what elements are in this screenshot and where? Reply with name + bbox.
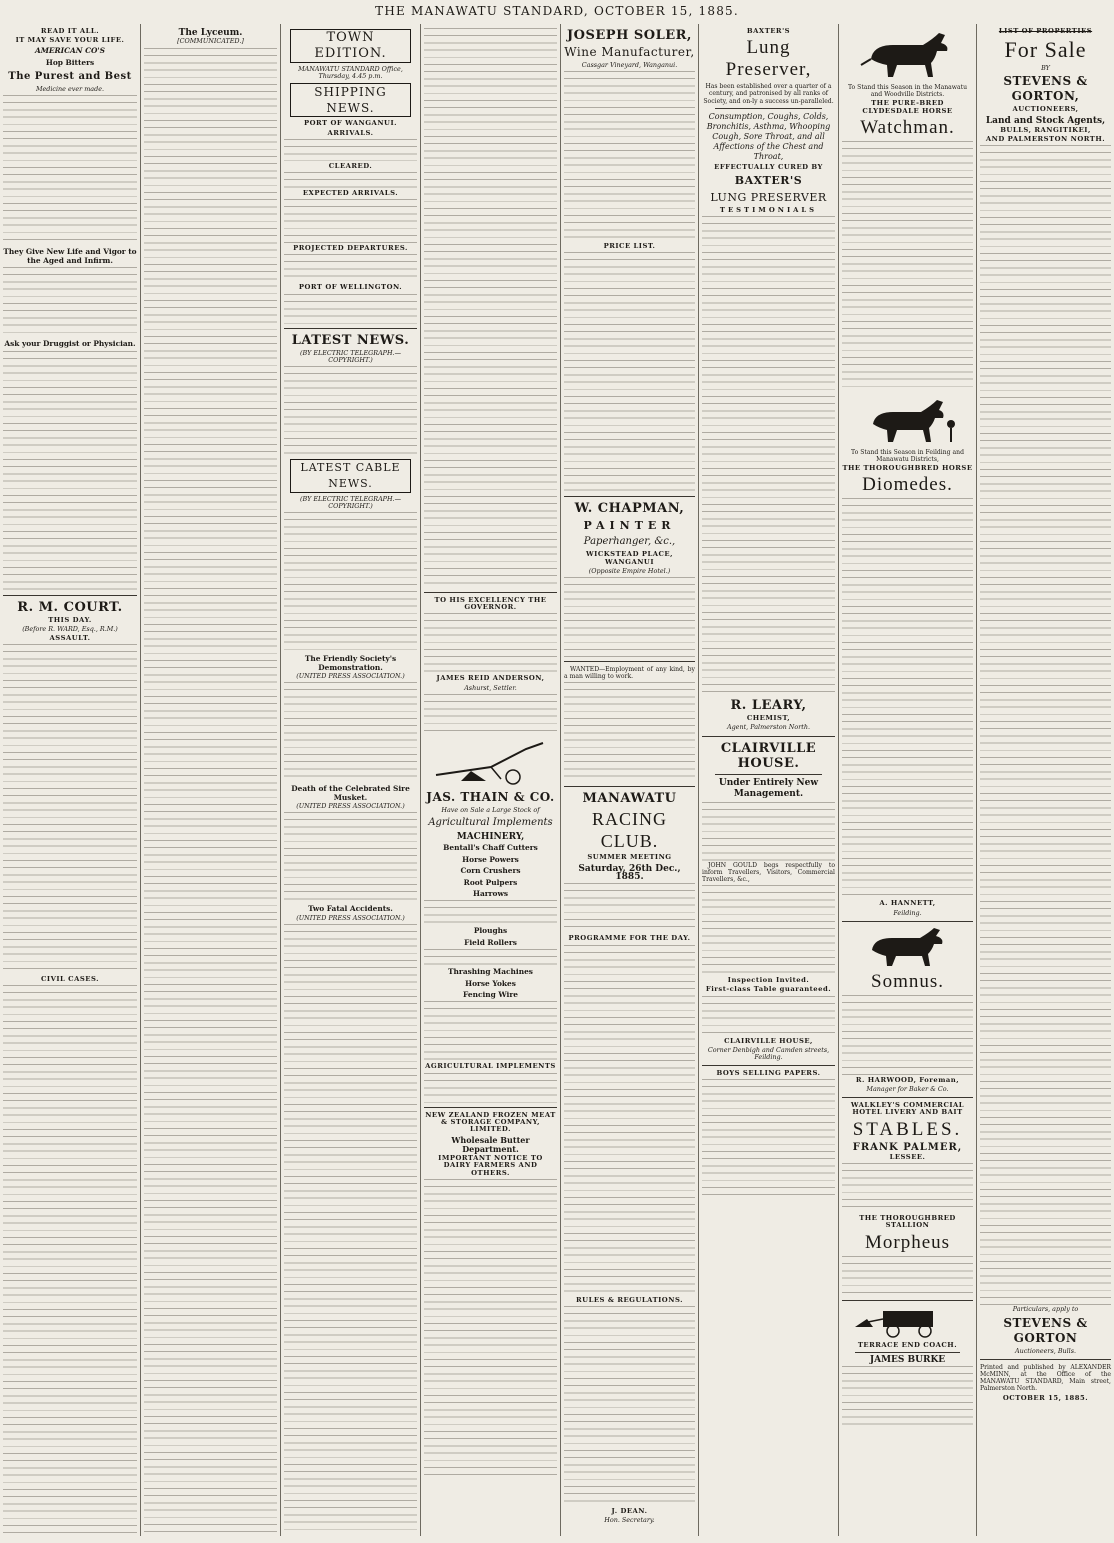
hop-bitters-company: AMERICAN CO'S: [34, 46, 105, 56]
divider: [980, 1359, 1111, 1360]
wanted-notice: WANTED—Employment of any kind, by a man willing to work.: [564, 666, 695, 681]
article-body: [564, 71, 695, 241]
telegraph-credit: (BY ELECTRIC TELEGRAPH.—COPYRIGHT.): [300, 495, 401, 511]
court-section: CIVIL CASES.: [41, 975, 99, 984]
lyceum-credit: [COMMUNICATED.]: [177, 37, 244, 46]
auctioneers-line: AUCTIONEERS,: [1012, 105, 1079, 114]
agents-line: Land and Stock Agents,: [985, 115, 1106, 126]
article-body: [702, 885, 835, 975]
imprint-date: OCTOBER 15, 1885.: [1002, 1393, 1089, 1402]
column-6: [699, 26, 838, 1534]
thain-company: JAS. THAIN & CO.: [426, 789, 555, 804]
stevens-gorton-heading: STEVENS & GORTON,: [1003, 74, 1088, 104]
paperhanger-heading: Paperhanger, &c.,: [583, 536, 676, 548]
article-body: [284, 172, 417, 188]
clairville-heading: CLAIRVILLE HOUSE.: [720, 740, 817, 771]
stevens-gorton-footer: STEVENS & GORTON: [1003, 1315, 1088, 1345]
cable-news-heading: LATEST CABLE NEWS.: [290, 459, 411, 493]
product-line: Ploughs: [473, 926, 508, 936]
article-body: [284, 199, 417, 243]
watchman-heading: Watchman.: [860, 116, 955, 138]
divider: [715, 774, 821, 775]
imprint: Printed and published by ALEXANDER McMINN, at the Office of the MANAWATU STANDARD, Main street, Palmerston North.: [980, 1363, 1111, 1393]
divider: [855, 1352, 960, 1353]
chapman-address: WICKSTEAD PLACE, WANGANUI: [586, 550, 673, 566]
harwood-name: R. HARWOOD, Foreman,: [855, 1075, 960, 1084]
hannett-name: A. HANNETT,: [879, 899, 936, 908]
divider: [842, 921, 973, 922]
article-body: [284, 924, 417, 1534]
article-body: [842, 995, 973, 1075]
article-body: [424, 694, 557, 734]
clydesdale-line: THE PURE-BRED CLYDESDALE HORSE: [862, 99, 953, 115]
article-body: [842, 1256, 973, 1296]
divider: [842, 1097, 973, 1098]
article-body: [424, 949, 557, 965]
leary-trade: CHEMIST,: [746, 714, 791, 723]
auctioneers-footer: Auctioneers, Bulls.: [1014, 1346, 1077, 1355]
painter-heading: PAINTER: [583, 519, 676, 533]
somnus-heading: Somnus.: [871, 970, 944, 992]
chapman-name: W. CHAPMAN,: [574, 501, 685, 517]
article-body: [3, 351, 137, 591]
divider: [424, 1107, 557, 1108]
governor-notice-heading: TO HIS EXCELLENCY THE GOVERNOR.: [434, 596, 547, 612]
column-7: [839, 26, 976, 1534]
article-body: [424, 900, 557, 924]
port-heading: PORT OF WANGANUI.: [303, 119, 398, 128]
article-body: [564, 682, 695, 782]
horse-illustration: [853, 29, 963, 81]
leary-address: Agent, Palmerston North.: [726, 723, 811, 732]
frozen-meat-heading: NEW ZEALAND FROZEN MEAT & STORAGE COMPANY, LIMITED.: [425, 1110, 556, 1134]
notice-signer-place: Ashurst, Settler.: [464, 683, 517, 692]
divider: [842, 1300, 973, 1301]
baxter-line: Has been established over a quarter of a century, and patronised by all ranks of Society, and on-ly a success un-paralleled.: [703, 83, 834, 105]
morpheus-heading: Morpheus: [864, 1231, 951, 1253]
secretary-name: J. DEAN.: [611, 1506, 648, 1515]
article-body: [842, 1163, 973, 1213]
section-heading: PROJECTED DEPARTURES.: [293, 244, 408, 253]
article-body: [564, 577, 695, 657]
court-bench: (Before R. WARD, Esq., R.M.): [22, 624, 118, 633]
management-heading: Under Entirely New Management.: [718, 777, 819, 799]
column-8: [977, 26, 1114, 1534]
race-date: Saturday, 26th Dec., 1885.: [578, 863, 681, 883]
section-heading: CLEARED.: [328, 161, 373, 170]
town-edition-heading: TOWN EDITION.: [290, 29, 411, 63]
diomedes-heading: Diomedes.: [862, 474, 953, 496]
hop-bitters-tagline: The Purest and Best: [8, 71, 132, 83]
clairville-address-2: Corner Denbigh and Camden streets, Feilding.: [707, 1045, 830, 1062]
agricultural-heading: AGRICULTURAL IMPLEMENTS: [425, 1062, 556, 1071]
article-body: [842, 1366, 973, 1426]
article-body: [842, 498, 973, 898]
stand-season: To Stand this Season in Feilding and Manawatu Districts,: [851, 448, 964, 464]
inspection-line: Inspection Invited.: [727, 976, 810, 985]
section-heading: EXPECTED ARRIVALS.: [302, 189, 399, 198]
soler-place: Cassgar Vineyard, Wanganui.: [581, 61, 678, 69]
boys-papers-heading: BOYS SELLING PAPERS.: [716, 1069, 821, 1078]
article-body: [284, 812, 417, 902]
chapman-sub: (Opposite Empire Hotel.): [588, 566, 671, 575]
hop-bitters-subline: Medicine ever made.: [35, 85, 105, 94]
article-body: [564, 883, 695, 933]
article-body: [564, 1306, 695, 1506]
product-line: Bentall's Chaff Cutters: [443, 843, 538, 853]
press-credit: (UNITED PRESS ASSOCIATION.): [296, 913, 405, 922]
article-body: [284, 366, 417, 456]
clairville-address: CLAIRVILLE HOUSE,: [724, 1036, 813, 1045]
horse-illustration: [858, 926, 958, 968]
testimonials-heading: TESTIMONIALS: [719, 206, 818, 215]
column-5: [561, 26, 698, 1534]
manawatu-heading: MANAWATU: [582, 791, 677, 807]
divider: [424, 592, 557, 593]
port-heading: PORT OF WELLINGTON.: [298, 283, 403, 292]
divider: [715, 108, 821, 109]
court-day: THIS DAY.: [48, 615, 92, 624]
by-line: BY: [1041, 64, 1050, 73]
column-4: [421, 26, 560, 1534]
coach-illustration: [853, 1305, 963, 1339]
article-body: [284, 682, 417, 782]
rules-heading: RULES & REGULATIONS.: [576, 1295, 683, 1304]
article-body: [702, 1079, 835, 1199]
secretary-title: Hon. Secretary.: [604, 1516, 655, 1525]
article-body: [702, 996, 835, 1036]
product-line: Thrashing Machines: [448, 967, 533, 977]
divider: [564, 496, 695, 497]
table-line: First-class Table guaranteed.: [705, 985, 832, 994]
thoroughbred-line: THE THOROUGHBRED HORSE: [842, 464, 973, 473]
office-line: MANAWATU STANDARD Office, Thursday, 4.45 p.m.: [298, 65, 403, 81]
dairy-notice-heading: IMPORTANT NOTICE TO DAIRY FARMERS AND OTHERS.: [438, 1154, 543, 1177]
shipping-heading: SHIPPING NEWS.: [290, 83, 411, 117]
stables-heading: STABLES.: [852, 1118, 963, 1140]
divider: [702, 736, 835, 737]
column-2: [141, 26, 280, 1534]
hop-bitters-product: Hop Bitters: [45, 57, 95, 67]
article-body: [564, 252, 695, 492]
article-body: [424, 613, 557, 673]
hop-bitters-cta: They Give New Life and Vigor to the Aged and Infirm.: [3, 247, 137, 265]
column-1: [0, 26, 140, 1534]
article-body: [702, 802, 835, 862]
article-body: [702, 216, 835, 696]
cured-by: EFFECTUALLY CURED BY: [714, 162, 823, 171]
summer-meeting-heading: SUMMER MEETING: [587, 853, 672, 862]
product-line: Fencing Wire: [463, 990, 518, 1000]
article-body: [424, 1001, 557, 1061]
harwood-role: Manager for Baker & Co.: [866, 1085, 949, 1094]
terrace-coach-heading: TERRACE END COACH.: [857, 1340, 958, 1349]
soler-trade: Wine Manufacturer,: [564, 45, 695, 59]
product-line: Harrows: [472, 889, 508, 899]
death-musket-heading: Death of the Celebrated Sire Musket.: [291, 784, 410, 802]
press-credit: (UNITED PRESS ASSOCIATION.): [296, 672, 405, 681]
article-body: [3, 95, 137, 245]
dairy-heading: Wholesale Butter Department.: [451, 1135, 530, 1154]
article-body: [424, 1179, 557, 1479]
article-body: [144, 48, 277, 1534]
court-section: ASSAULT.: [49, 634, 91, 643]
lung-preserver-heading: Lung Preserver,: [725, 37, 812, 81]
product-line: Horse Yokes: [465, 978, 516, 988]
lessee-line: LESSEE.: [889, 1153, 926, 1162]
plough-illustration: [431, 737, 551, 787]
bulls-line: BULLS, RANGITIKEI,: [1000, 126, 1091, 135]
divider: [564, 786, 695, 787]
latest-news-heading: LATEST NEWS.: [291, 332, 410, 348]
thain-line: Have on Sale a Large Stock of: [441, 805, 540, 814]
gould-notice: JOHN GOULD begs respectfully to inform Travellers, Visitors, Commercial Travellers, &c.,: [702, 861, 835, 884]
article-body: [980, 145, 1111, 1305]
hannett-place: Feilding.: [893, 908, 922, 917]
article-body: [3, 644, 137, 974]
baxter-brand: BAXTER'S: [734, 174, 803, 188]
hop-bitters-kicker: READ IT ALL.: [40, 27, 100, 35]
court-title: R. M. COURT.: [17, 599, 123, 615]
product-line: Root Pulpers: [463, 877, 518, 887]
for-sale-heading: For Sale: [1004, 37, 1087, 63]
stand-season: To Stand this Season in the Manawatu and Woodville Districts.: [847, 84, 968, 99]
product-line: Horse Powers: [462, 854, 519, 864]
stallion-line: THE THOROUGHBRED STALLION: [859, 1214, 956, 1230]
fatal-accidents-heading: Two Fatal Accidents.: [308, 904, 393, 914]
product-line: Field Rollers: [464, 937, 517, 947]
divider: [284, 328, 417, 329]
press-credit: (UNITED PRESS ASSOCIATION.): [296, 802, 405, 811]
palmer-name: FRANK PALMER,: [852, 1141, 963, 1153]
price-list-heading: PRICE LIST.: [603, 242, 656, 251]
telegraph-credit: (BY ELECTRIC TELEGRAPH.—COPYRIGHT.): [300, 348, 401, 364]
horse-illustration: [853, 394, 963, 446]
article-body: [3, 985, 137, 1534]
page-masthead: THE MANAWATU STANDARD, OCTOBER 15, 1885.: [375, 4, 739, 18]
article-body: [564, 945, 695, 1295]
leary-name: R. LEARY,: [730, 698, 807, 714]
friendly-society-heading: The Friendly Society's Demonstration.: [304, 654, 397, 672]
palmerston-line: AND PALMERSTON NORTH.: [985, 135, 1106, 144]
hop-bitters-kicker: IT MAY SAVE YOUR LIFE.: [15, 36, 125, 45]
article-body: [284, 294, 417, 324]
divider: [3, 595, 137, 596]
article-body: [424, 28, 557, 588]
column-3: [281, 26, 420, 1534]
notice-signer: JAMES REID ANDERSON,: [436, 674, 545, 683]
hop-bitters-cta: Ask your Druggist or Physician.: [4, 339, 136, 349]
ailments-list: Consumption, Coughs, Colds, Bronchitis, Asthma, Whooping Cough, Sore Throat, and all Affections of the Chest and Throat,: [706, 111, 831, 161]
soler-name: JOSEPH SOLER,: [567, 28, 692, 43]
lyceum-title: The Lyceum.: [178, 28, 243, 38]
burke-name: JAMES BURKE: [869, 1354, 946, 1365]
divider: [564, 661, 695, 662]
machinery-heading: MACHINERY,: [456, 832, 525, 843]
implements-heading: Agricultural Implements: [428, 817, 553, 829]
divider: [702, 1065, 835, 1066]
apply-line: Particulars, apply to: [1012, 1305, 1079, 1314]
article-body: [284, 512, 417, 652]
section-heading: ARRIVALS.: [327, 128, 374, 137]
walkleys-heading: WALKLEY'S COMMERCIAL HOTEL LIVERY AND BAIT: [850, 1101, 965, 1117]
lung-preserver-brand: LUNG PRESERVER: [710, 191, 827, 205]
article-body: [284, 254, 417, 282]
baxter-heading: BAXTER'S: [746, 27, 791, 35]
article-body: [424, 1073, 557, 1103]
article-body: [842, 141, 973, 391]
product-line: Corn Crushers: [460, 866, 521, 876]
programme-heading: PROGRAMME FOR THE DAY.: [568, 934, 691, 943]
article-body: [284, 139, 417, 161]
article-body: [3, 267, 137, 337]
list-of-properties-heading: LIST OF PROPERTIES: [998, 27, 1093, 35]
racing-club-heading: RACING CLUB.: [591, 809, 667, 852]
